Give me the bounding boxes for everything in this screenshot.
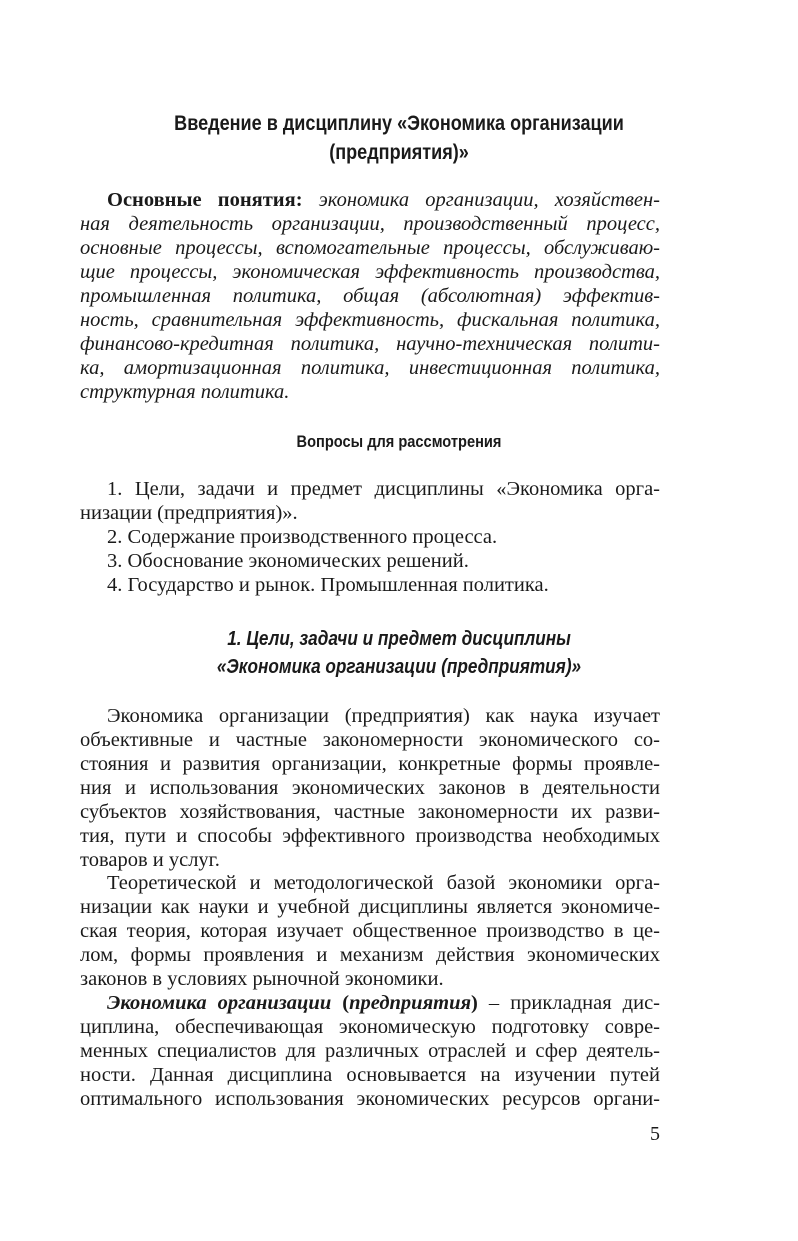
- concepts-line: основные процессы, вспомогательные процессы, обслуживаю-: [80, 237, 660, 259]
- concepts-line: ка, амортизационная политика, инвестиционная политика,: [80, 357, 660, 379]
- question-item: 2. Содержание производственного процесса.: [107, 526, 498, 548]
- paragraph-line: ская теория, которая изучает общественное производство в це-: [80, 920, 660, 942]
- page-number: 5: [650, 1123, 660, 1145]
- question-item: 3. Обоснование экономических решений.: [107, 550, 469, 572]
- term-paren-close: ): [471, 992, 478, 1014]
- concepts-line: ная деятельность организации, производственный процесс,: [80, 213, 660, 235]
- paragraph-line-definition: [107, 992, 660, 1015]
- paragraph-line: объективные и частные закономерности экономического со-: [80, 729, 660, 751]
- term2-bold-italic: предприятия: [349, 992, 472, 1014]
- paragraph-line: субъектов хозяйствования, частные закономерности их разви-: [80, 801, 660, 823]
- paragraph-line: ния и использования экономических законов в деятельности: [80, 777, 660, 799]
- paragraph-line: Теоретической и методологической базой экономики орга-: [107, 872, 660, 894]
- paragraph-line: Экономика организации (предприятия) как наука изучает: [107, 705, 660, 727]
- concepts-label: Основные понятия:: [107, 189, 303, 211]
- section-title-line-1: 1. Цели, задачи и предмет дисциплины: [227, 628, 571, 650]
- chapter-title-line-2: (предприятия)»: [329, 141, 469, 164]
- concepts-line: структурная политика.: [80, 381, 290, 403]
- concepts-line: финансово-кредитная политика, научно-техническая полити-: [80, 333, 660, 355]
- term-paren-open: (: [331, 992, 350, 1014]
- term-bold-italic: Экономика организации: [107, 992, 332, 1014]
- paragraph-line: товаров и услуг.: [80, 849, 220, 871]
- concepts-line-1: [107, 189, 660, 212]
- concepts-line: промышленная политика, общая (абсолютная) эффектив-: [80, 285, 660, 307]
- paragraph-line: циплина, обеспечивающая экономическую подготовку совре-: [80, 1016, 660, 1038]
- paragraph-line: ности. Данная дисциплина основывается на изучении путей: [80, 1064, 660, 1086]
- paragraph-line: законов в условиях рыночной экономики.: [80, 968, 444, 990]
- paragraph-line: лом, формы проявления и механизм действия экономических: [80, 944, 660, 966]
- paragraph-line: оптимального использования экономических ресурсов органи-: [80, 1088, 660, 1110]
- section-title-line-2: «Экономика организации (предприятия)»: [216, 656, 582, 678]
- concepts-line: ность, сравнительная эффективность, фискальная политика,: [80, 309, 660, 331]
- questions-heading: Вопросы для рассмотрения: [296, 432, 502, 451]
- question-item: 1. Цели, задачи и предмет дисциплины «Экономика орга-: [107, 478, 660, 500]
- chapter-title-line-1: Введение в дисциплину «Экономика организации: [174, 112, 624, 135]
- paragraph-line: низации как науки и учебной дисциплины является экономиче-: [80, 896, 660, 918]
- paragraph-line: менных специалистов для различных отраслей и сфер деятель-: [80, 1040, 660, 1062]
- paragraph-line: тия, пути и способы эффективного производства необходимых: [80, 825, 660, 847]
- question-item: 4. Государство и рынок. Промышленная политика.: [107, 574, 549, 596]
- paragraph-line: стояния и развития организации, конкретные формы проявле-: [80, 753, 660, 775]
- question-item: низации (предприятия)».: [80, 502, 298, 524]
- concepts-line: щие процессы, экономическая эффективность производства,: [80, 261, 660, 283]
- definition-text: – прикладная дис-: [477, 992, 660, 1014]
- concepts-text: экономика организации, хозяйствен-: [318, 189, 661, 211]
